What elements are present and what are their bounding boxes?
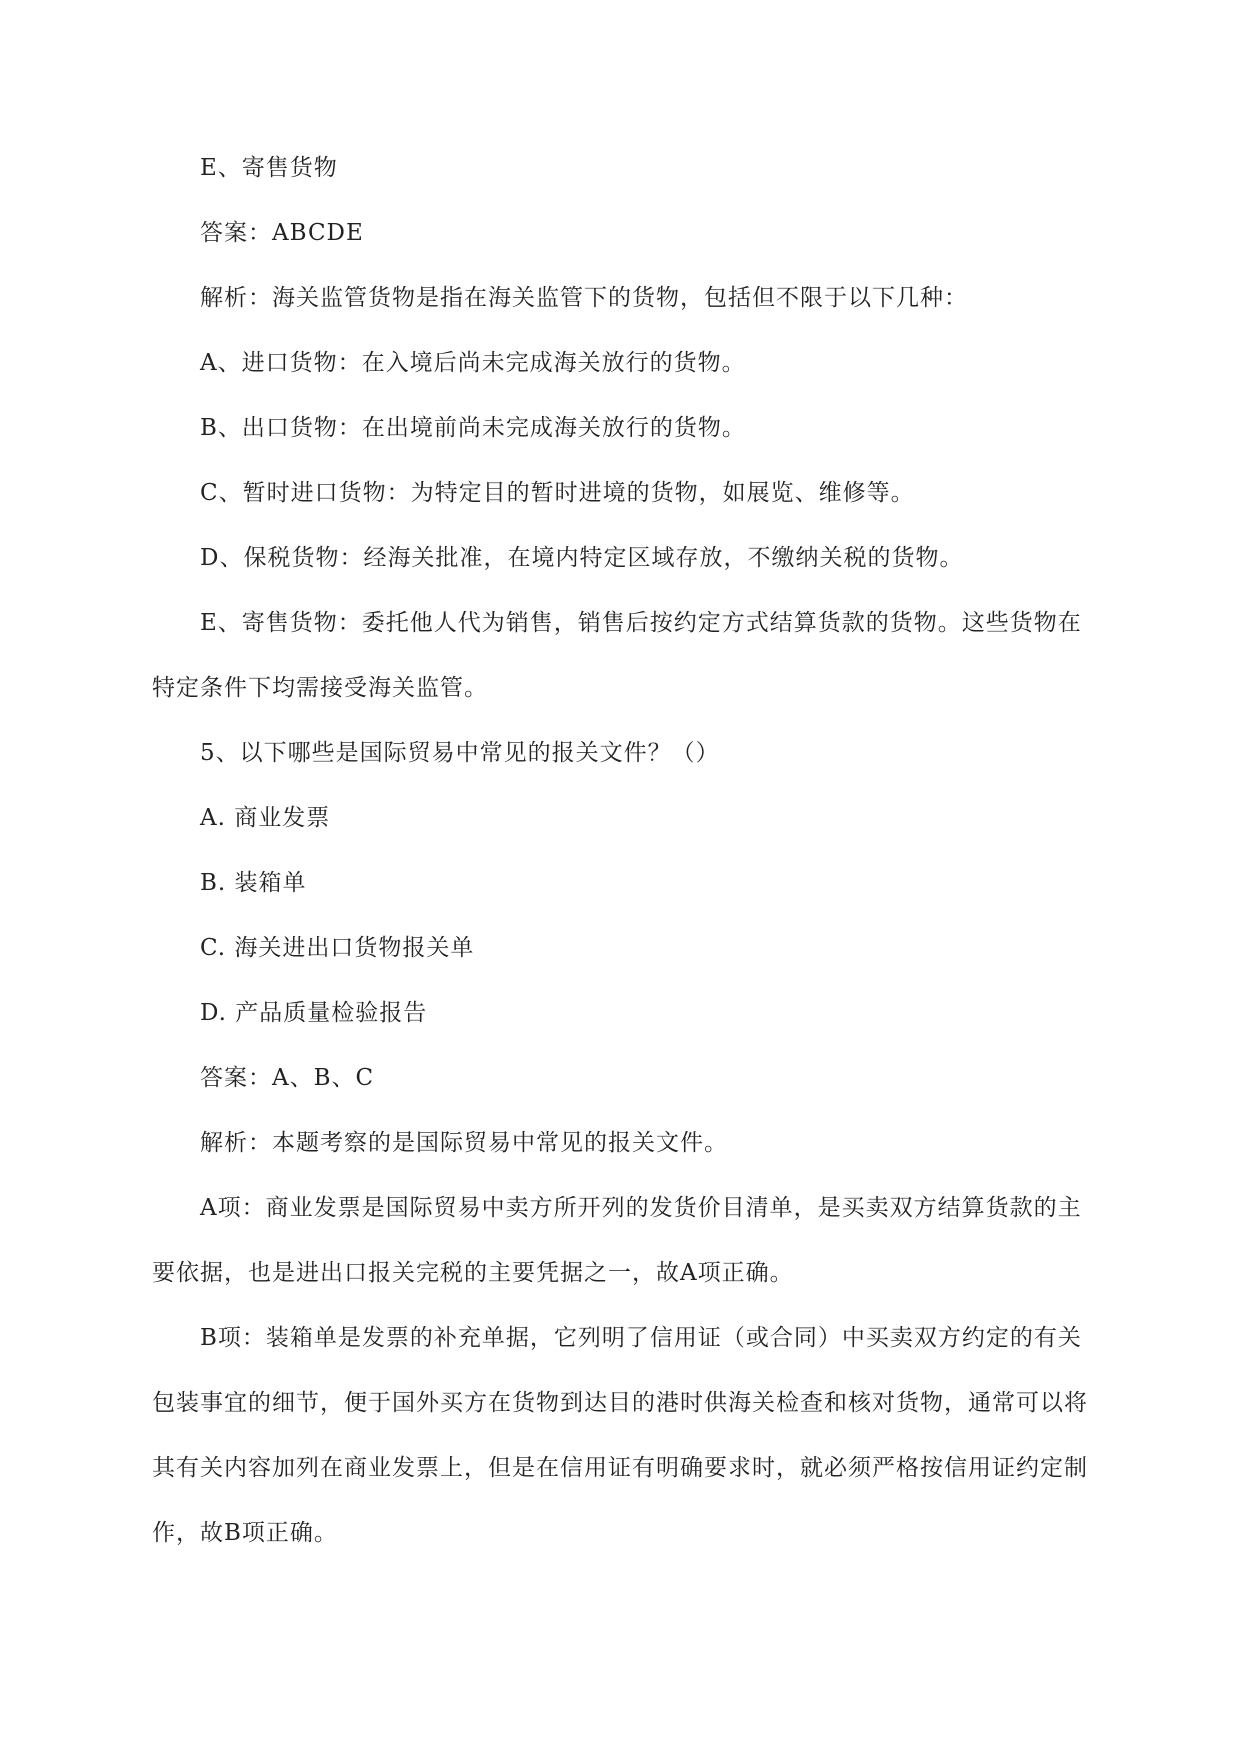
analysis-item-b: B、出口货物：在出境前尚未完成海关放行的货物。 xyxy=(200,415,746,441)
question-5: 5、以下哪些是国际贸易中常见的报关文件？（） xyxy=(200,740,720,766)
analysis-item-a: A、进口货物：在入境后尚未完成海关放行的货物。 xyxy=(200,350,746,376)
question-5-option-c: C. 海关进出口货物报关单 xyxy=(200,935,475,961)
answer-line: 答案：ABCDE xyxy=(200,220,364,246)
document-body xyxy=(152,136,1090,1566)
analysis-intro: 解析：海关监管货物是指在海关监管下的货物，包括但不限于以下几种： xyxy=(200,285,968,311)
analysis-option-a: A项：商业发票是国际贸易中卖方所开列的发货价目清单，是买卖双方结算货款的主要依据，也是进出口报关完税的主要凭据之一，故A项正确。 xyxy=(152,1195,1082,1286)
question-5-answer: 答案：A、B、C xyxy=(200,1065,375,1091)
question-5-option-a: A. 商业发票 xyxy=(200,805,331,831)
question-5-option-d: D. 产品质量检验报告 xyxy=(200,1000,428,1026)
option-e-line: E、寄售货物 xyxy=(200,155,338,181)
analysis-item-d: D、保税货物：经海关批准，在境内特定区域存放，不缴纳关税的货物。 xyxy=(200,545,964,571)
analysis-item-e: E、寄售货物：委托他人代为销售，销售后按约定方式结算货款的货物。这些货物在特定条件下均需接受海关监管。 xyxy=(152,610,1082,701)
analysis-option-b: B项：装箱单是发票的补充单据，它列明了信用证（或合同）中买卖双方约定的有关包装事宜的细节，便于国外买方在货物到达目的港时供海关检查和核对货物，通常可以将其有关内容加列在商业发票上，但是在信用证有明确要求时，就必须严格按信用证约定制作，故B项正确。 xyxy=(152,1325,1088,1546)
question-5-analysis: 解析：本题考察的是国际贸易中常见的报关文件。 xyxy=(200,1130,728,1156)
question-5-option-b: B. 装箱单 xyxy=(200,870,307,896)
analysis-item-c: C、暂时进口货物：为特定目的暂时进境的货物，如展览、维修等。 xyxy=(200,480,915,506)
